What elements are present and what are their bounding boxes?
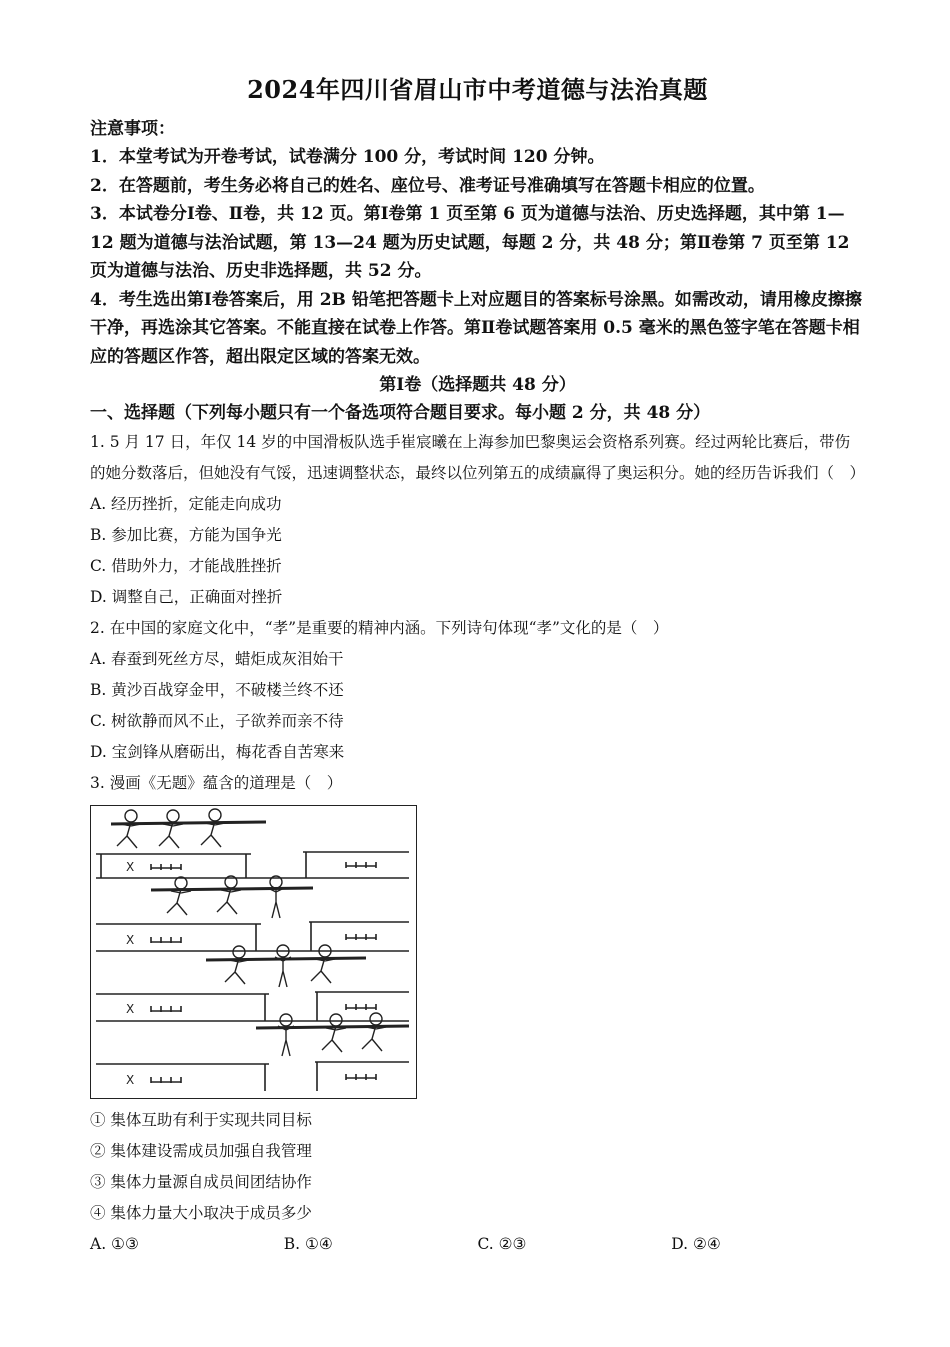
option-b: B. 参加比赛，方能为国争光 bbox=[90, 526, 282, 544]
question-2 bbox=[90, 613, 865, 768]
option-c: C. 借助外力，才能战胜挫折 bbox=[90, 557, 282, 575]
svg-text:X: X bbox=[126, 933, 135, 947]
tier-3 bbox=[96, 992, 409, 1021]
option-d: D. ②④ bbox=[671, 1235, 721, 1253]
svg-text:X: X bbox=[126, 1002, 135, 1016]
option-d: D. 调整自己，正确面对挫折 bbox=[90, 588, 283, 606]
svg-text:X: X bbox=[126, 1073, 135, 1087]
exam-page bbox=[90, 70, 865, 1260]
question-stem: 3. 漫画《无题》蕴含的道理是（ ） bbox=[90, 774, 343, 792]
tier-2 bbox=[96, 922, 409, 951]
page-title: 2024年四川省眉山市中考道德与法治真题 bbox=[247, 75, 708, 104]
notice-item: 1．本堂考试为开卷考试，试卷满分 100 分，考试时间 120 分钟。 bbox=[90, 147, 605, 167]
statement-2: ② 集体建设需成员加强自我管理 bbox=[90, 1142, 312, 1160]
option-a: A. 经历挫折，定能走向成功 bbox=[90, 495, 282, 513]
option-b: B. ①④ bbox=[283, 1235, 333, 1253]
option-d: D. 宝剑锋从磨砺出，梅花香自苦寒来 bbox=[90, 743, 345, 761]
notice-item: 4．考生选出第Ⅰ卷答案后，用 2B 铅笔把答题卡上对应题目的答案标号涂黑。如需改动，请用橡皮擦擦干净，再选涂其它答案。不能直接在试卷上作答。第Ⅱ卷试题答案用 0.5 毫米的黑色签字笔在答题卡相应的答题区作答，超出限定区域的答案无效。 bbox=[90, 289, 862, 367]
section-title: 第Ⅰ卷（选择题共 48 分） bbox=[379, 375, 576, 395]
question-3 bbox=[90, 768, 865, 1260]
comic-illustration bbox=[90, 805, 417, 1099]
figures bbox=[117, 809, 386, 1056]
question-stem: 1. 5 月 17 日，年仅 14 岁的中国滑板队选手崔宸曦在上海参加巴黎奥运会资格系列赛。经过两轮比赛后，带伤的她分数落后，但她没有气馁，迅速调整状态，最终以位列第五的成绩赢得了奥运积分。她的经历告诉我们（ ） bbox=[90, 433, 866, 482]
tier-4 bbox=[96, 1062, 409, 1091]
notice-heading: 注意事项： bbox=[90, 119, 175, 139]
tier-1 bbox=[96, 852, 409, 878]
svg-text:X: X bbox=[126, 860, 135, 874]
option-b: B. 黄沙百战穿金甲，不破楼兰终不还 bbox=[90, 681, 344, 699]
option-a: A. ①③ bbox=[90, 1235, 139, 1253]
question-stem: 2. 在中国的家庭文化中，“孝”是重要的精神内涵。下列诗句体现“孝”文化的是（ ） bbox=[90, 619, 669, 637]
option-c: C. ②③ bbox=[477, 1235, 527, 1253]
notice-item: 2．在答题前，考生务必将自己的姓名、座位号、准考证号准确填写在答题卡相应的位置。 bbox=[90, 175, 765, 196]
part-title: 一、选择题（下列每小题只有一个备选项符合题目要求。每小题 2 分，共 48 分） bbox=[90, 403, 711, 423]
answer-options bbox=[90, 1229, 865, 1260]
option-c: C. 树欲静而风不止，子欲养而亲不待 bbox=[90, 712, 344, 730]
statement-4: ④ 集体力量大小取决于成员多少 bbox=[90, 1204, 312, 1222]
statement-1: ① 集体互助有利于实现共同目标 bbox=[90, 1111, 312, 1129]
question-1 bbox=[90, 427, 865, 613]
statement-3: ③ 集体力量源自成员间团结协作 bbox=[90, 1173, 312, 1191]
notice-item: 3．本试卷分Ⅰ卷、Ⅱ卷，共 12 页。第Ⅰ卷第 1 页至第 6 页为道德与法治、历史选择题，其中第 1—12 题为道德与法治试题，第 13—24 题为历史试题，每题 2 分，共 48 分；第Ⅱ卷第 7 页至第 12 页为道德与法治、历史非选择题，共 52 分。 bbox=[90, 204, 850, 281]
option-a: A. 春蚕到死丝方尽，蜡炬成灰泪始干 bbox=[90, 650, 344, 668]
